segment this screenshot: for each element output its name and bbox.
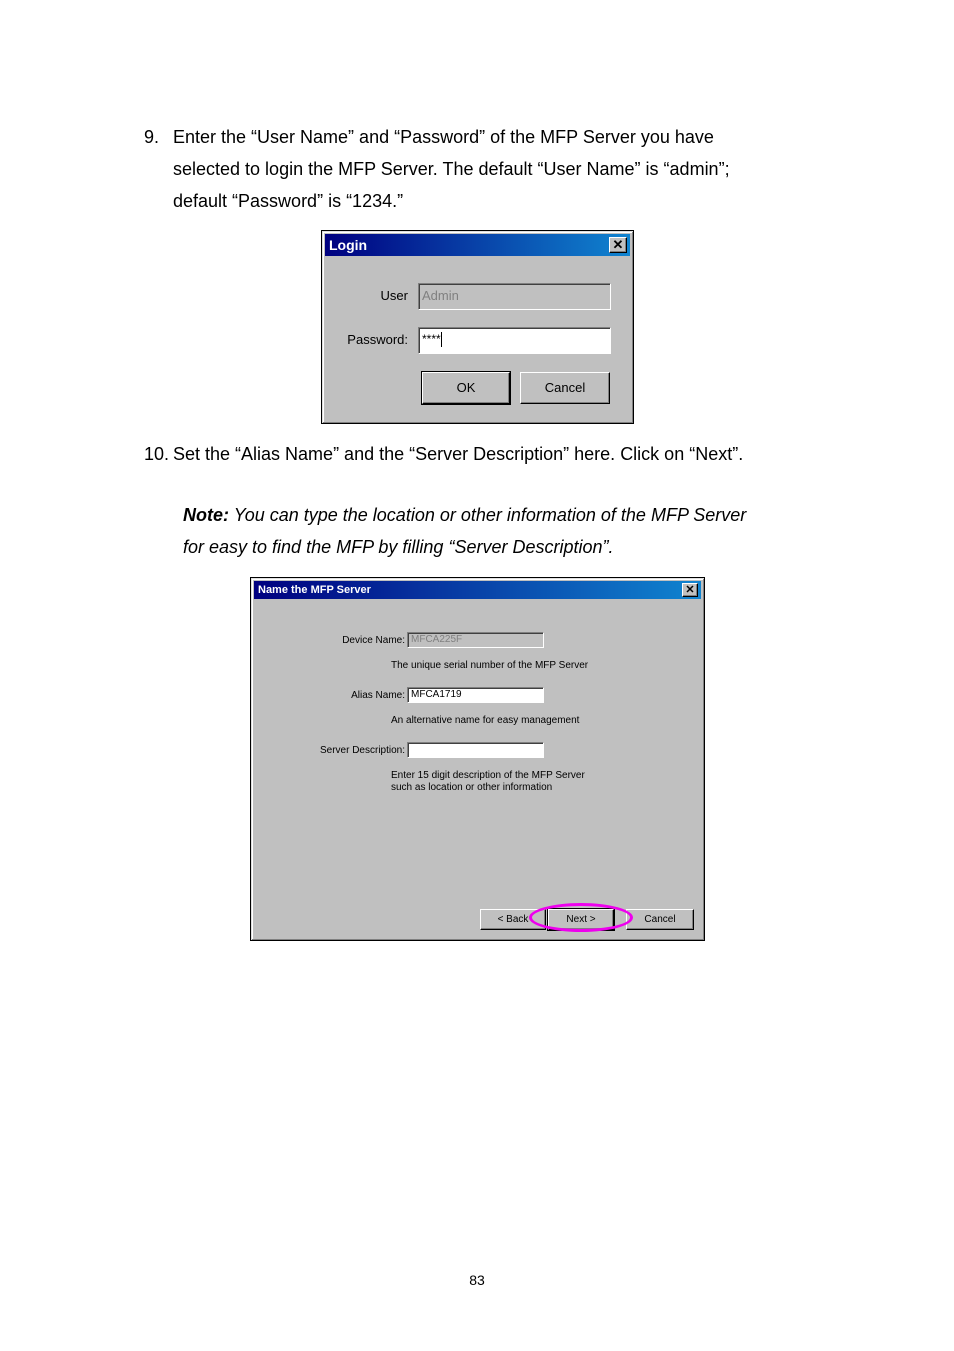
cancel-button[interactable]: Cancel [626,909,694,930]
server-description-hint [391,770,585,794]
note-label: Note: [183,505,229,525]
step-line: selected to login the MFP Server. The default “User Name” is “admin”; [173,159,730,179]
user-field[interactable]: Admin [418,283,611,310]
step-text [173,121,803,217]
cancel-button[interactable]: Cancel [520,372,610,404]
device-name-label: Device Name: [342,635,405,646]
name-server-title-bar [254,581,701,599]
step-number: 10. [144,444,170,464]
step-line: default “Password” is “1234.” [173,191,404,211]
device-name-hint: The unique serial number of the MFP Server [391,660,589,671]
login-dialog [321,230,634,424]
note-line: for easy to find the MFP by filling “Server Description”. [183,537,614,557]
note-line [183,499,803,531]
device-name-field[interactable]: MFCA225F [407,632,544,648]
next-button[interactable]: Next > [548,909,614,930]
step-line: Enter the “User Name” and “Password” of the MFP Server you have [173,127,714,147]
server-description-field[interactable] [407,742,544,758]
alias-name-field[interactable]: MFCA1719 [407,687,544,703]
page-number: 83 [469,1272,485,1288]
close-icon[interactable]: ✕ [682,583,698,597]
note [183,499,803,563]
alias-name-hint: An alternative name for easy management [391,715,580,726]
password-value: **** [422,332,441,346]
name-server-title: Name the MFP Server [258,584,371,596]
alias-name-label: Alias Name: [351,690,405,701]
hint-line: Enter 15 digit description of the MFP Server [391,770,585,781]
note-text: You can type the location or other information of the MFP Server [233,505,747,525]
back-button[interactable]: < Back [480,909,546,930]
password-label: Password: [347,332,408,347]
login-title: Login [329,237,368,253]
close-icon[interactable]: ✕ [609,237,627,253]
user-label: User [380,288,408,303]
text-cursor [441,332,442,347]
name-server-dialog [250,577,705,941]
hint-line: such as location or other information [391,782,553,793]
password-field[interactable] [418,327,611,354]
step-text [173,438,803,470]
ok-button[interactable]: OK [422,372,510,404]
login-title-bar [325,234,630,256]
server-description-label: Server Description: [319,745,405,756]
step-line: Set the “Alias Name” and the “Server Description” here. Click on “Next”. [173,444,744,464]
step-number: 9. [144,127,160,147]
